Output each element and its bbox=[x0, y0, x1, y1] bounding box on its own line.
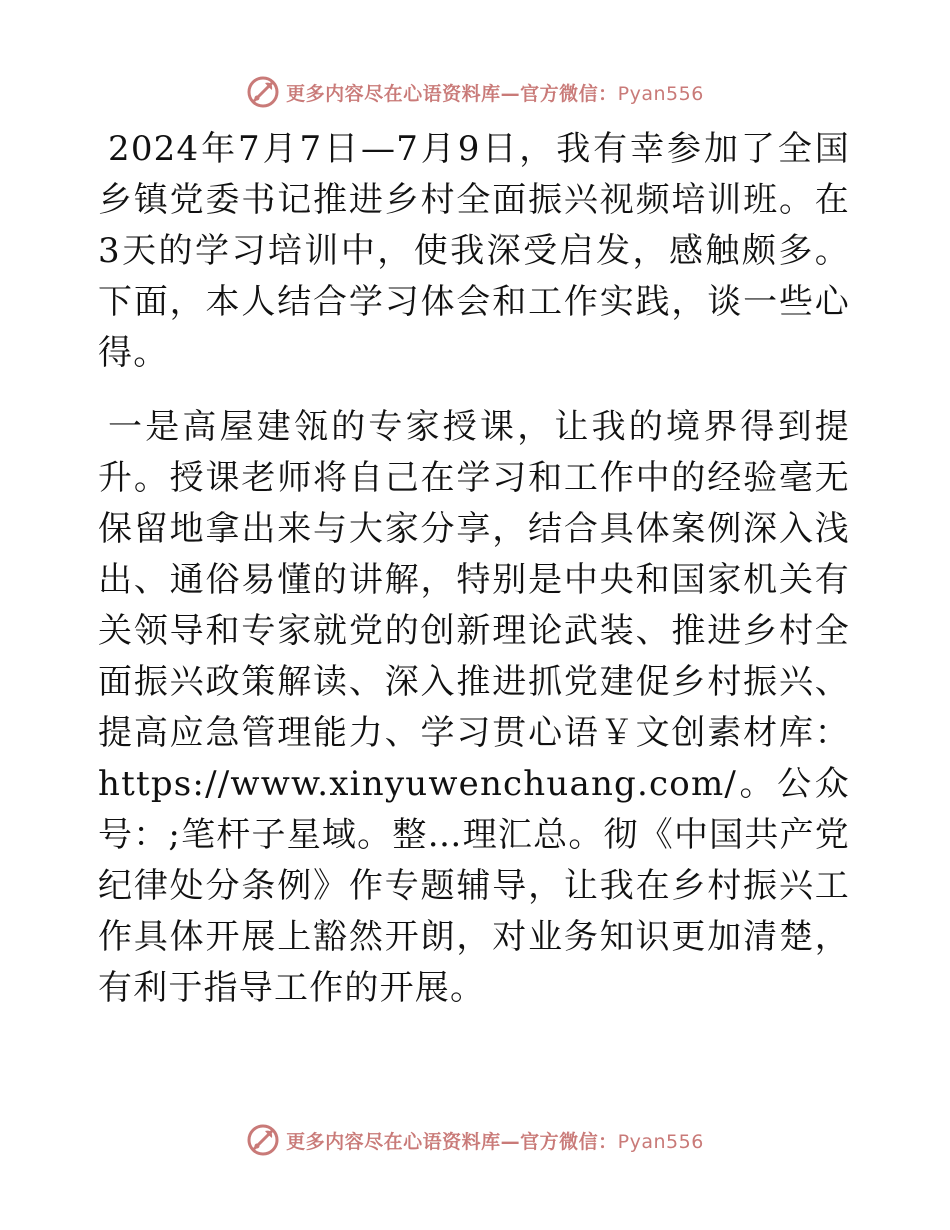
paragraph-intro: 2024年7月7日—7月9日，我有幸参加了全国乡镇党委书记推进乡村全面振兴视频培训班。在3天的学习培训中，使我深受启发，感触颇多。下面，本人结合学习体会和工作实践，谈一些心得。 bbox=[98, 129, 850, 373]
footer-banner-text: 更多内容尽在心语资料库—官方微信：Pyan556 bbox=[286, 1130, 704, 1153]
document-body bbox=[98, 124, 850, 1014]
quill-seal-icon bbox=[246, 1123, 280, 1157]
paragraph-point-one: 一是高屋建瓴的专家授课，让我的境界得到提升。授课老师将自己在学习和工作中的经验毫无保留地拿出来与大家分享，结合具体案例深入浅出、通俗易懂的讲解，特别是中央和国家机关有关领导和专家就党的创新理论武装、推进乡村全面振兴政策解读、深入推进抓党建促乡村振兴、提高应急管理能力、学习贯心语￥文创素材库：https://www.xinyuwenchuang.com/。公众号：;笔杆子星域。整…理汇总。彻《中国共产党纪律处分条例》作专题辅导，让我在乡村振兴工作具体开展上豁然开朗，对业务知识更加清楚，有利于指导工作的开展。 bbox=[98, 407, 850, 1008]
header-banner-text: 更多内容尽在心语资料库—官方微信：Pyan556 bbox=[286, 82, 704, 105]
footer-wechat-id: Pyan556 bbox=[617, 1130, 704, 1153]
header-wechat-id: Pyan556 bbox=[617, 82, 704, 105]
quill-seal-icon bbox=[246, 75, 280, 109]
header-banner bbox=[0, 72, 950, 112]
footer-banner bbox=[0, 1120, 950, 1160]
